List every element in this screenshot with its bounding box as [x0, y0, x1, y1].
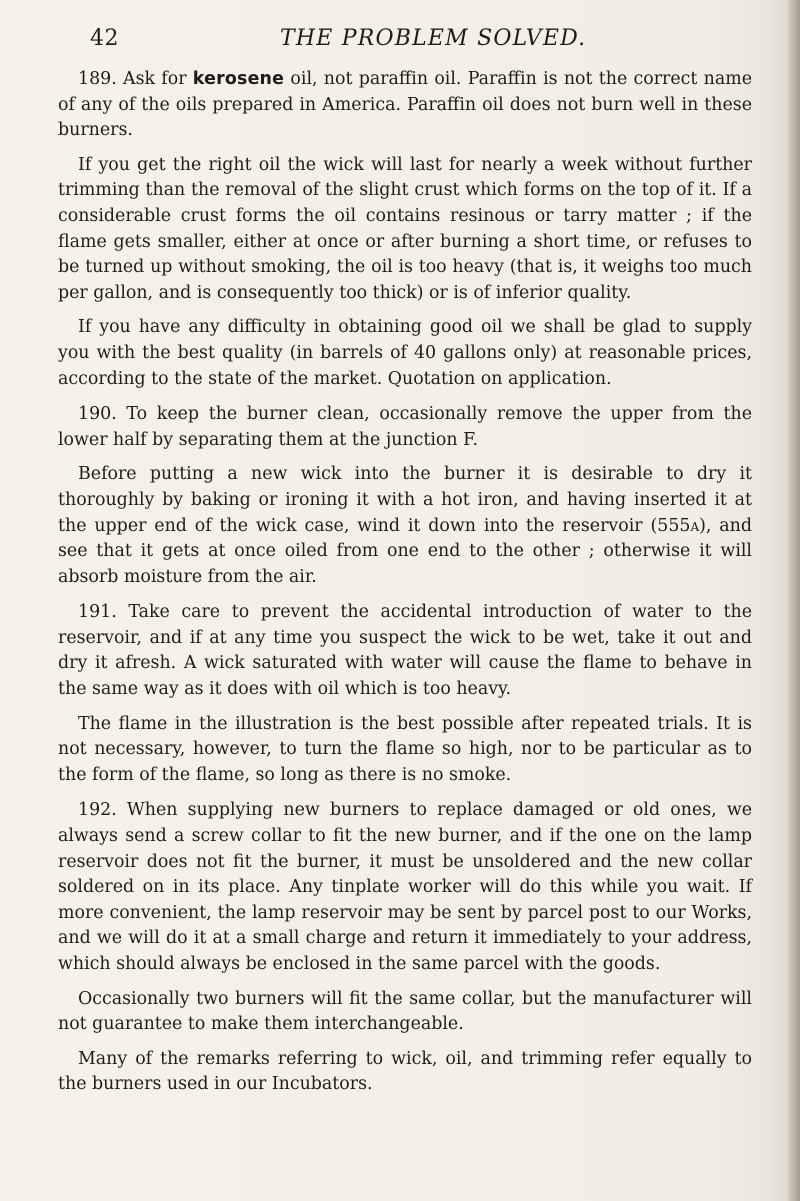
paragraph-190-new-wick-end: ), and see that it gets at once oiled from one end to the other ; otherwise it will absorb moisture from the air.	[58, 515, 752, 587]
paragraph-190-text: To keep the burner clean, occasionally remove the upper from the lower half by separating them at the junction F.	[58, 404, 752, 450]
paragraph-189-text-end: oil, not paraffin oil. Paraffin is not the correct name of any of the oils prepared in America. Paraffin oil does not burn well in these burners.	[58, 69, 752, 141]
paragraph-192	[58, 798, 752, 977]
paragraph-190-new-wick-start: Before putting a new wick into the burner it is desirable to dry it thoroughly by baking or ironing it with a hot iron, and having inserted it at the upper end of the wick case, wind it down into the reservoir (	[58, 464, 752, 536]
paragraph-189-wick: If you get the right oil the wick will last for nearly a week without further trimming than the removal of the slight crust which forms on the top of it. If a considerable crust forms the oil contains resinous or tarry matter ; if the flame gets smaller, either at once or after burning a short time, or refuses to be turned up without smoking, the oil is too heavy (that is, it weighs too much per gallon, and is consequently too thick) or is of inferior quality.	[58, 154, 752, 303]
paragraph-189	[58, 67, 752, 144]
page-number: 42	[90, 26, 119, 51]
paragraph-191-text: Take care to prevent the accidental introduction of water to the reservoir, and if at any time you suspect the wick to be wet, take it out and dry it afresh. A wick saturated with water will cause the flame to behave in the same way as it does with oil which is too heavy.	[58, 602, 752, 700]
page-text	[58, 67, 752, 1107]
section-number-189: 189.	[78, 69, 117, 89]
paragraph-190	[58, 402, 752, 453]
paragraph-192-collar: Occasionally two burners will fit the same collar, but the manufacturer will not guarantee to make them interchangeable.	[58, 988, 752, 1035]
kerosene-emphasis: kerosene	[192, 69, 285, 89]
section-number-190: 190.	[78, 404, 117, 425]
paragraph-189-text-start: Ask for	[116, 69, 193, 89]
running-head	[90, 26, 750, 60]
section-number-191: 191.	[78, 602, 117, 623]
paragraph-192-text: When supplying new burners to replace damaged or old ones, we always send a screw collar to fit the new burner, and if the one on the lamp reservoir does not fit the burner, it must be unsoldered and the new collar soldered on in its place. Any tinplate worker will do this while you wait. If more convenient, the lamp reservoir may be sent by parcel post to our Works, and we will do it at a small charge and return it immediately to your address, which should always be enclosed in the same parcel with the goods.	[58, 800, 752, 974]
paragraph-190-new-wick	[58, 462, 752, 590]
page-edge-shadow	[788, 0, 800, 1201]
running-title: THE PROBLEM SOLVED.	[280, 26, 587, 51]
reservoir-reference: 555a	[657, 515, 700, 536]
paragraph-191	[58, 600, 752, 702]
paragraph-191-flame: The flame in the illustration is the best possible after repeated trials. It is not necessary, however, to turn the flame so high, nor to be particular as to the form of the flame, so long as there is no smoke.	[58, 713, 752, 785]
section-number-192: 192.	[78, 800, 117, 821]
paragraph-192-incubators: Many of the remarks referring to wick, oil, and trimming refer equally to the burners used in our Incubators.	[58, 1048, 752, 1095]
paragraph-189-supply: If you have any difficulty in obtaining good oil we shall be glad to supply you with the best quality (in barrels of 40 gallons only) at reasonable prices, according to the state of the market. Quotation on application.	[58, 317, 752, 389]
